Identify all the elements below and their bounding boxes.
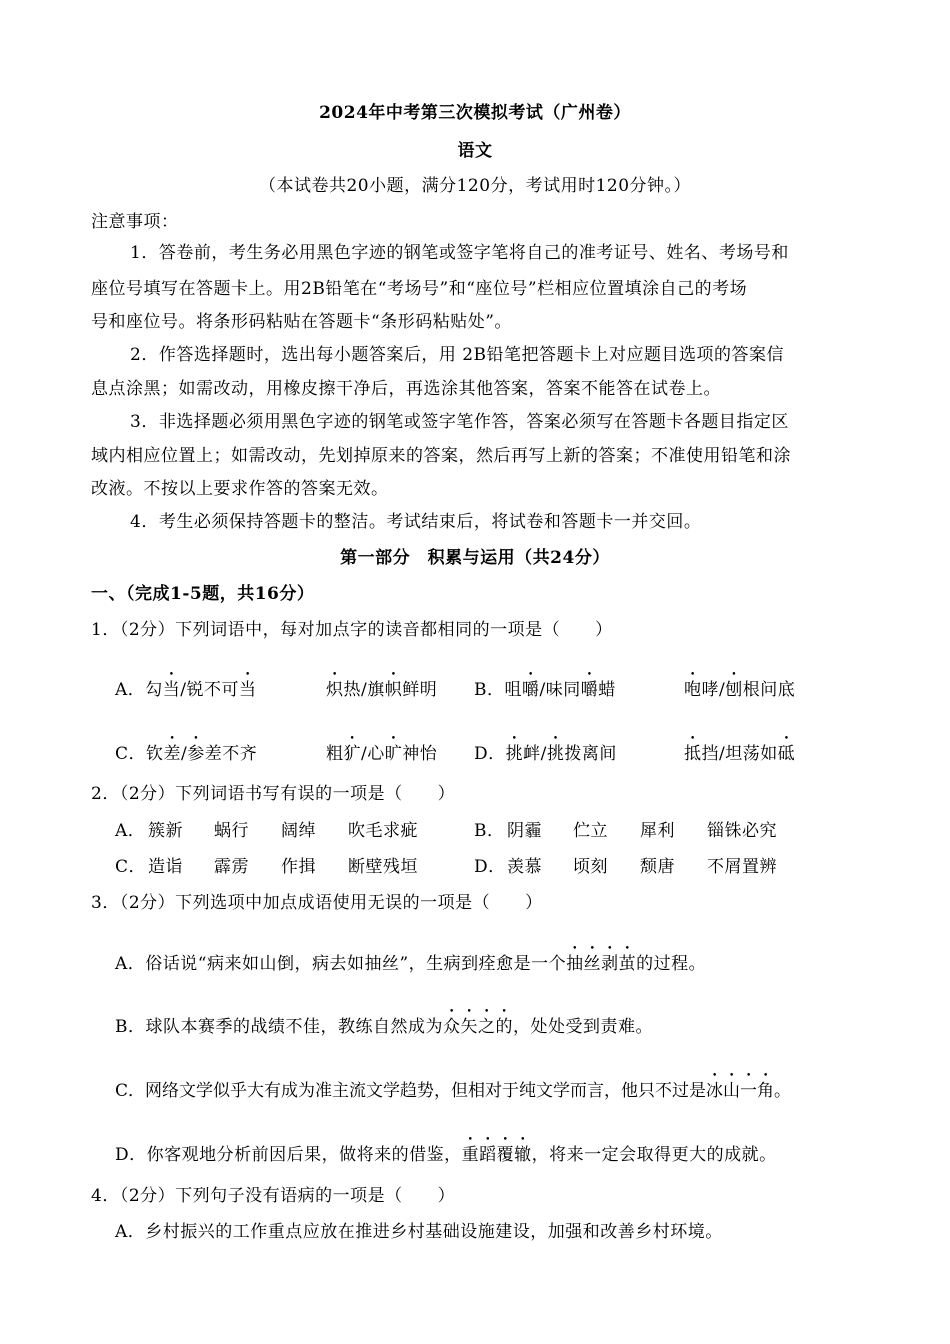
notice-line: 座位号填写在答题卡上。用2B铅笔在“考场号”和“座位号”栏相应位置填涂自己的考场 [91,279,748,299]
q2-option-label: A． [115,821,146,841]
notice-line: 1．答卷前，考生务必用黑色字迹的钢笔或签字笔将自己的准考证号、姓名、考场号和 [130,243,789,263]
part-title: 第一部分 积累与运用（共24分） [340,548,610,568]
q2-word: 簇新 [148,821,183,841]
notice-line: 改液。不按以上要求作答的答案无效。 [91,479,389,499]
notice-line: 域内相应位置上；如需改动，先划掉原来的答案，然后再写上新的答案；不准使用铅笔和涂 [91,446,791,466]
q3-option-b: B．球队本赛季的战绩不佳，教练自然成为众矢之的，处处受到责难。 [115,1017,653,1037]
q2-option-label: B． [474,821,505,841]
q2-word: 造诣 [148,857,183,877]
q1-option-a-pair2: 炽热/旗帜鲜明 [326,680,438,700]
q2-word: 犀利 [640,821,675,841]
notice-line: 4．考生必须保持答题卡的整洁。考试结束后，将试卷和答题卡一并交回。 [130,512,702,532]
section-heading: 一、（完成1-5题，共16分） [91,584,315,604]
q2-word: 断壁残垣 [348,857,418,877]
q3-option-a: A．俗话说“病来如山倒，病去如抽丝”，生病到痊愈是一个抽丝剥茧的过程。 [115,954,707,974]
q2-word: 霹雳 [214,857,249,877]
notice-line: 3．非选择题必须用黑色字迹的钢笔或签字笔作答，答案必须写在答题卡各题目指定区 [130,412,789,432]
q4-option-a: A．乡村振兴的工作重点应放在推进乡村基础设施建设，加强和改善乡村环境。 [115,1222,723,1242]
q2-word: 顷刻 [573,857,608,877]
q1-option-c: C．钦差/参差不齐 [115,744,258,764]
notice-heading: 注意事项： [91,212,179,232]
q1-option-d-pair2: 抵挡/坦荡如砥 [684,744,796,764]
notice-line: 2．作答选择题时，选出每小题答案后，用 2B铅笔把答题卡上对应题目选项的答案信 [130,345,785,365]
q2-word: 不屑置辨 [707,857,777,877]
q2-word: 吹毛求疵 [348,821,418,841]
question-3-stem: 3．（2分）下列选项中加点成语使用无误的一项是（ ） [91,893,543,913]
q3-option-d: D．你客观地分析前因后果，做将来的借鉴，重蹈覆辙，将来一定会取得更大的成就。 [115,1145,777,1165]
q2-word: 颓唐 [640,857,675,877]
subject-title: 语文 [457,141,493,161]
question-4-stem: 4．（2分）下列句子没有语病的一项是（ ） [91,1186,456,1206]
q1-option-b: B．咀嚼/味同嚼蜡 [474,680,616,700]
question-1-stem: 1．（2分）下列词语中，每对加点字的读音都相同的一项是（ ） [91,620,613,640]
question-2-stem: 2．（2分）下列词语书写有误的一项是（ ） [91,784,456,804]
notice-line: 息点涂黑；如需改动，用橡皮擦干净后，再选涂其他答案，答案不能答在试卷上。 [91,379,721,399]
q2-word: 锱铢必究 [707,821,777,841]
notice-line: 号和座位号。将条形码粘贴在答题卡“条形码粘贴处”。 [91,312,512,332]
q2-option-label: D． [474,857,506,877]
q3-option-c: C．网络文学似乎大有成为准主流文学趋势，但相对于纯文学而言，他只不过是冰山一角。 [115,1081,792,1101]
q2-word: 羡慕 [507,857,542,877]
q2-word: 作揖 [281,857,316,877]
q1-option-a: A．勾当/锐不可当 [115,680,257,700]
q2-word: 伫立 [573,821,608,841]
q1-option-d: D．挑衅/挑拨离间 [474,744,617,764]
q2-word: 蜗行 [214,821,249,841]
exam-title: 2024年中考第三次模拟考试（广州卷） [319,103,631,123]
q2-word: 阴霾 [507,821,542,841]
q2-word: 阔绰 [281,821,316,841]
q2-option-label: C． [115,857,147,877]
q1-option-c-pair2: 粗犷/心旷神怡 [326,744,438,764]
q1-option-b-pair2: 咆哮/刨根问底 [684,680,796,700]
exam-info: （本试卷共20小题，满分120分，考试用时120分钟。） [258,176,692,196]
